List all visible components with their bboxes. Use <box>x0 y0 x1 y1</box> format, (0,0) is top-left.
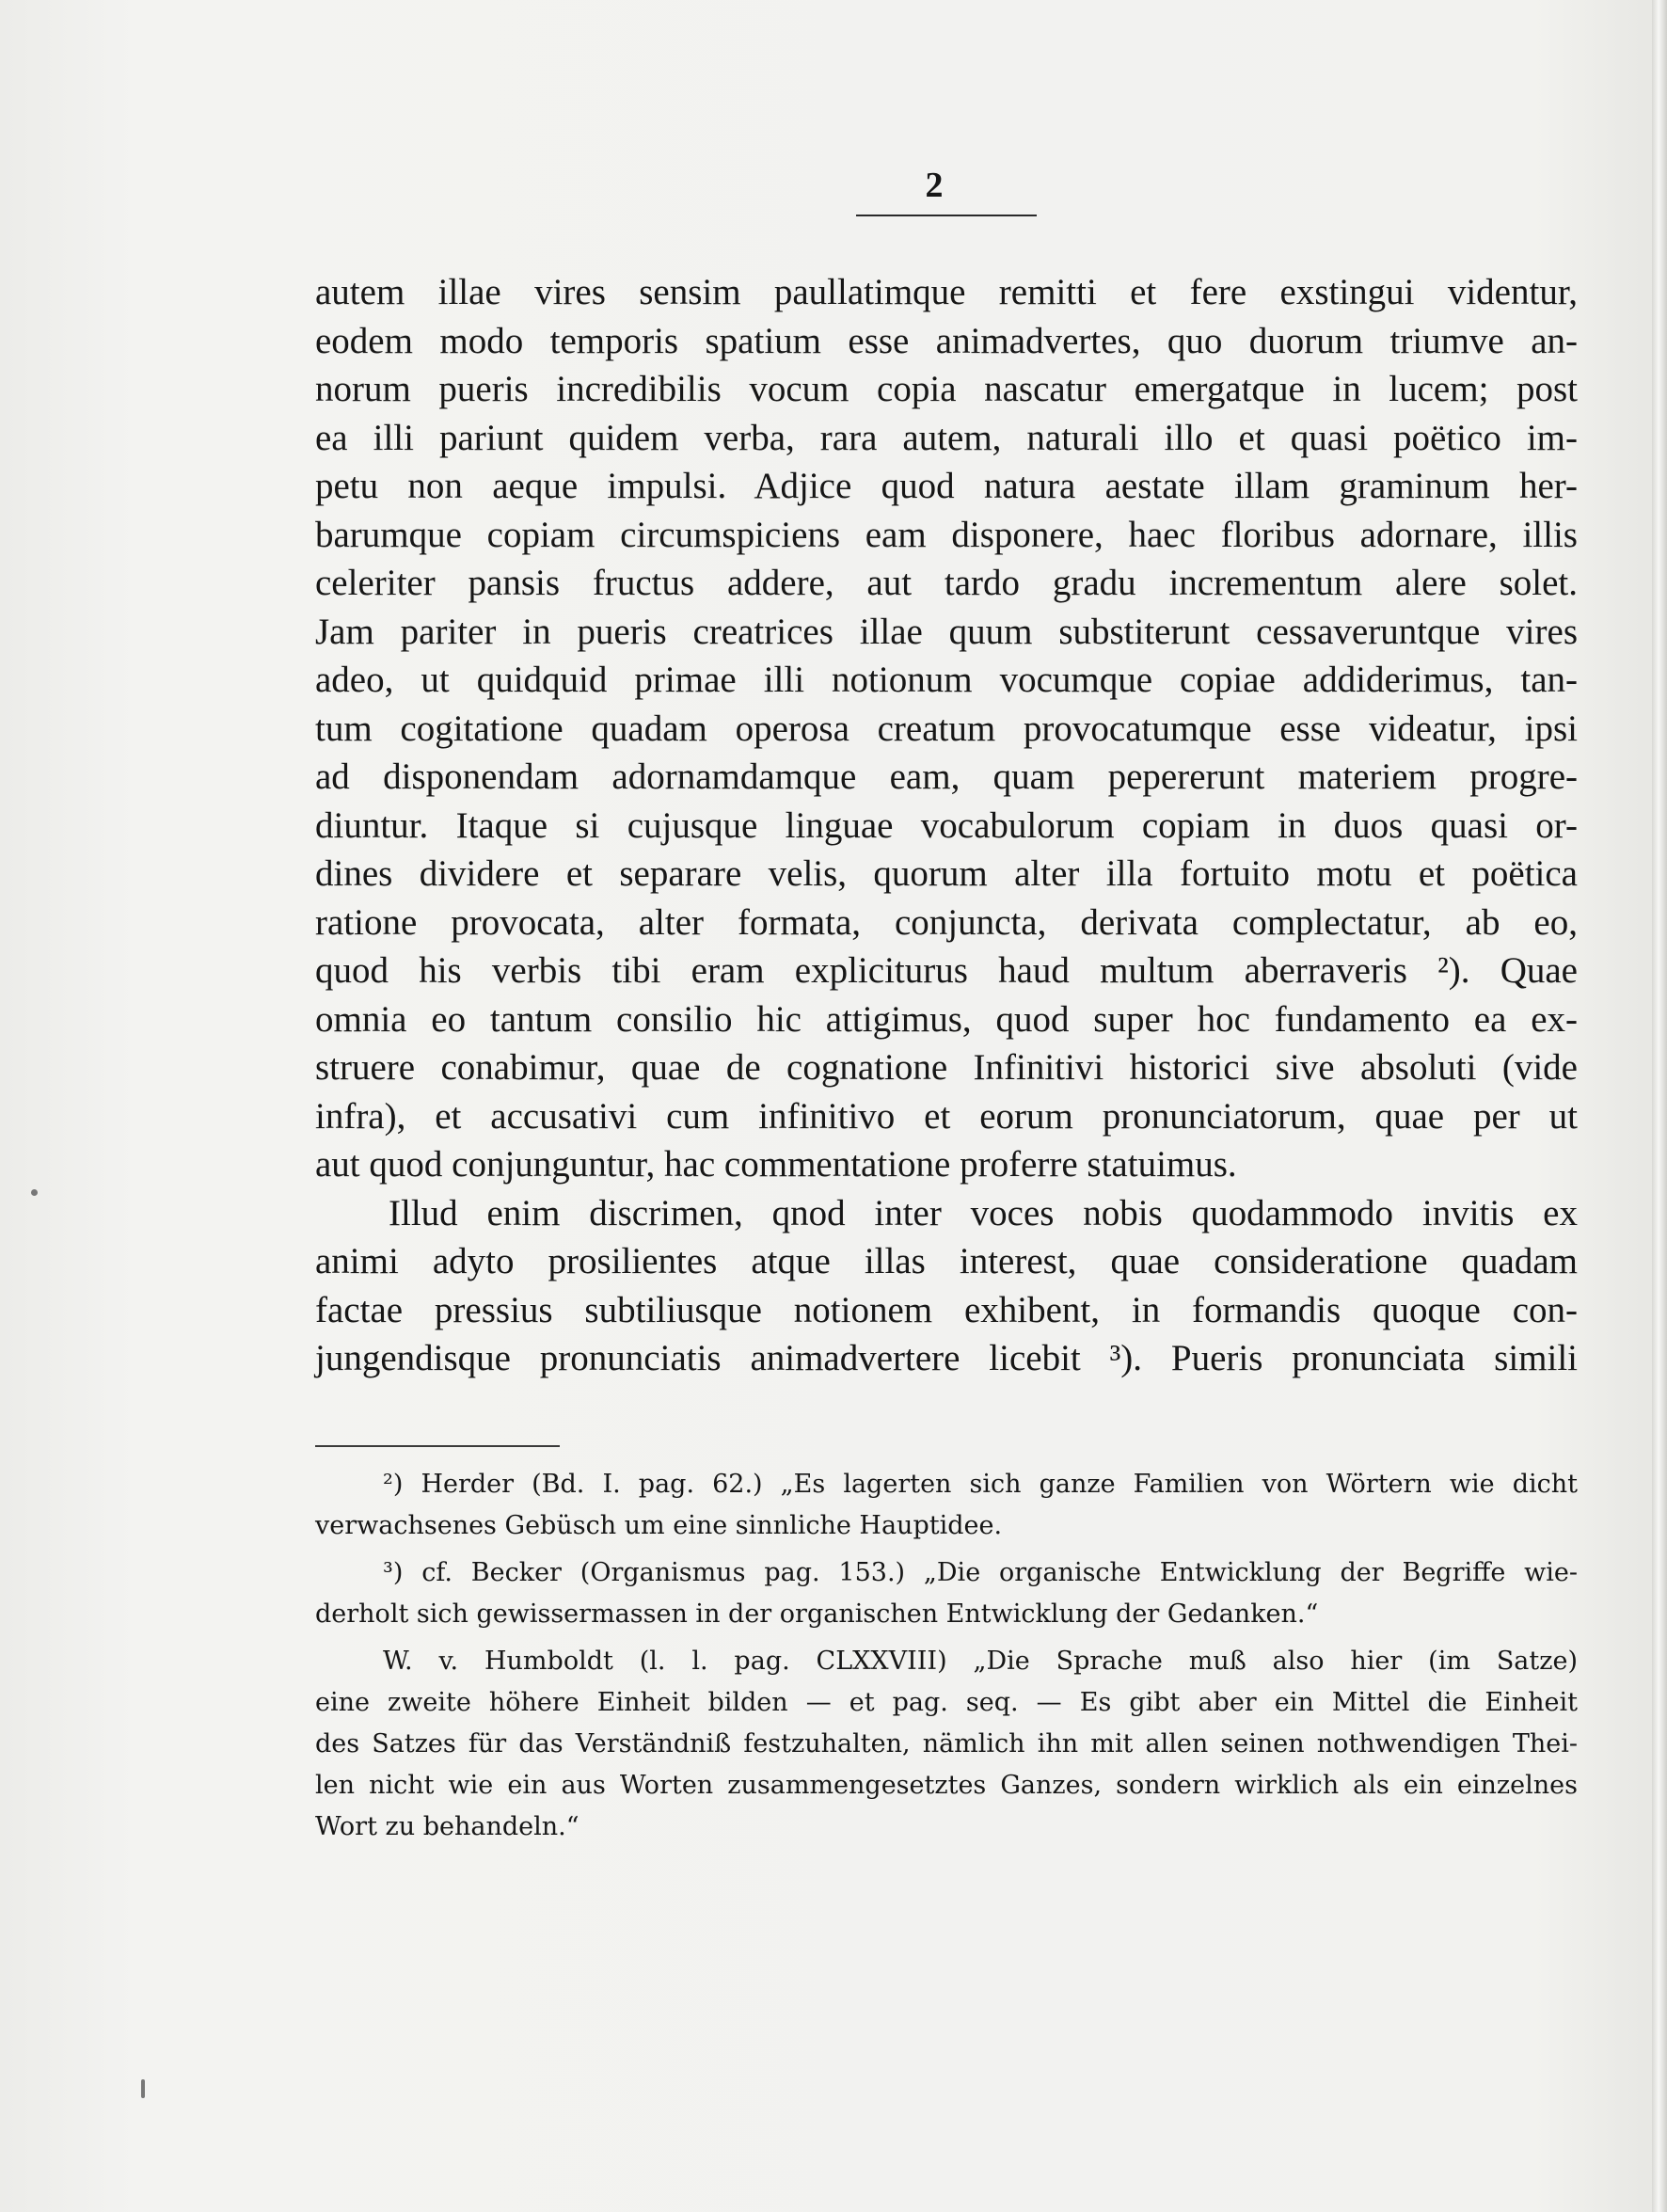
text-line: jungendisque pronunciatis animadvertere licebit ³). Pueris pronunciata simili <box>315 1338 1578 1378</box>
footnote-humboldt-line: len nicht wie ein aus Worten zusammengesetztes Ganzes, sondern wirklich als ein einzelnes <box>315 1771 1578 1800</box>
page-number: 2 <box>925 166 944 205</box>
text-line: struere conabimur, quae de cognatione Infinitivi historici sive absoluti (vide <box>315 1047 1578 1088</box>
text-line: autem illae vires sensim paullatimque remitti et fere exstingui videntur, <box>315 272 1578 312</box>
text-line: quod his verbis tibi eram expliciturus haud multum aberraveris ²). Quae <box>315 950 1578 991</box>
text-line: factae pressius subtiliusque notionem exhibent, in formandis quoque con- <box>315 1289 1578 1330</box>
text-line: omnia eo tantum consilio hic attigimus, quod super hoc fundamento ea ex- <box>315 998 1578 1040</box>
text-line: diuntur. Itaque si cujusque linguae vocabulorum copiam in duos quasi or- <box>315 804 1578 846</box>
footnote-rule <box>315 1445 560 1447</box>
footnote-2-line: ²) Herder (Bd. I. pag. 62.) „Es lagerten sich ganze Familien von Wörtern wie dicht <box>383 1470 1578 1499</box>
text-line: ratione provocata, alter formata, conjuncta, derivata complectatur, ab eo, <box>315 901 1578 943</box>
footnote-2-line: verwachsenes Gebüsch um eine sinnliche Hauptidee. <box>315 1511 1003 1540</box>
text-line: petu non aeque impulsi. Adjice quod natura aestate illam graminum her- <box>315 466 1578 506</box>
footnote-humboldt-line: Wort zu behandeln.“ <box>315 1812 579 1841</box>
paragraph-first-line: Illud enim discrimen, qnod inter voces nobis quodammodo invitis ex <box>389 1192 1578 1233</box>
text-line: eodem modo temporis spatium esse animadvertes, quo duorum triumve an- <box>315 320 1578 361</box>
header-rule <box>856 215 1037 216</box>
text-line: adeo, ut quidquid primae illi notionum vocumque copiae addiderimus, tan- <box>315 660 1578 700</box>
text-line: barumque copiam circumspiciens eam disponere, haec floribus adornare, illis <box>315 514 1578 555</box>
print-speck <box>31 1189 38 1196</box>
text-line: ea illi pariunt quidem verba, rara autem, naturali illo et quasi poëtico im- <box>315 417 1578 458</box>
text-line: infra), et accusativi cum infinitivo et eorum pronunciatorum, quae per ut <box>315 1095 1578 1137</box>
text-line: norum pueris incredibilis vocum copia nascatur emergatque in lucem; post <box>315 369 1578 409</box>
text-line: tum cogitatione quadam operosa creatum provocatumque esse videatur, ipsi <box>315 708 1578 749</box>
footnote-humboldt-line: des Satzes für das Verständniß festzuhalten, nämlich ihn mit allen seinen nothwendigen Thei- <box>315 1729 1578 1758</box>
print-speck <box>141 2079 145 2098</box>
text-line: ad disponendam adornamdamque eam, quam pepererunt materiem progre- <box>315 756 1578 797</box>
text-line: celeriter pansis fructus addere, aut tardo gradu incrementum alere solet. <box>315 563 1578 603</box>
main-text <box>315 268 1578 1383</box>
footnote-humboldt-line: eine zweite höhere Einheit bilden — et pag. seq. — Es gibt aber ein Mittel die Einheit <box>315 1688 1578 1717</box>
footnotes <box>315 1464 1578 1848</box>
footnote-humboldt-line: W. v. Humboldt (l. l. pag. CLXXVIII) „Die Sprache muß also hier (im Satze) <box>383 1647 1578 1676</box>
text-line: Jam pariter in pueris creatrices illae quum substiterunt cessaveruntque vires <box>315 611 1578 652</box>
text-line: animi adyto prosilientes atque illas interest, quae consideratione quadam <box>315 1241 1578 1281</box>
text-line: dines dividere et separare velis, quorum alter illa fortuito motu et poëtica <box>315 853 1578 894</box>
page-edge-shadow <box>1652 0 1667 2212</box>
text-line: aut quod conjunguntur, hac commentatione proferre statuimus. <box>315 1144 1237 1185</box>
footnote-3-line: ³) cf. Becker (Organismus pag. 153.) „Die organische Entwicklung der Begriffe wie- <box>383 1558 1578 1587</box>
footnote-3-line: derholt sich gewissermassen in der organischen Entwicklung der Gedanken.“ <box>315 1599 1319 1629</box>
